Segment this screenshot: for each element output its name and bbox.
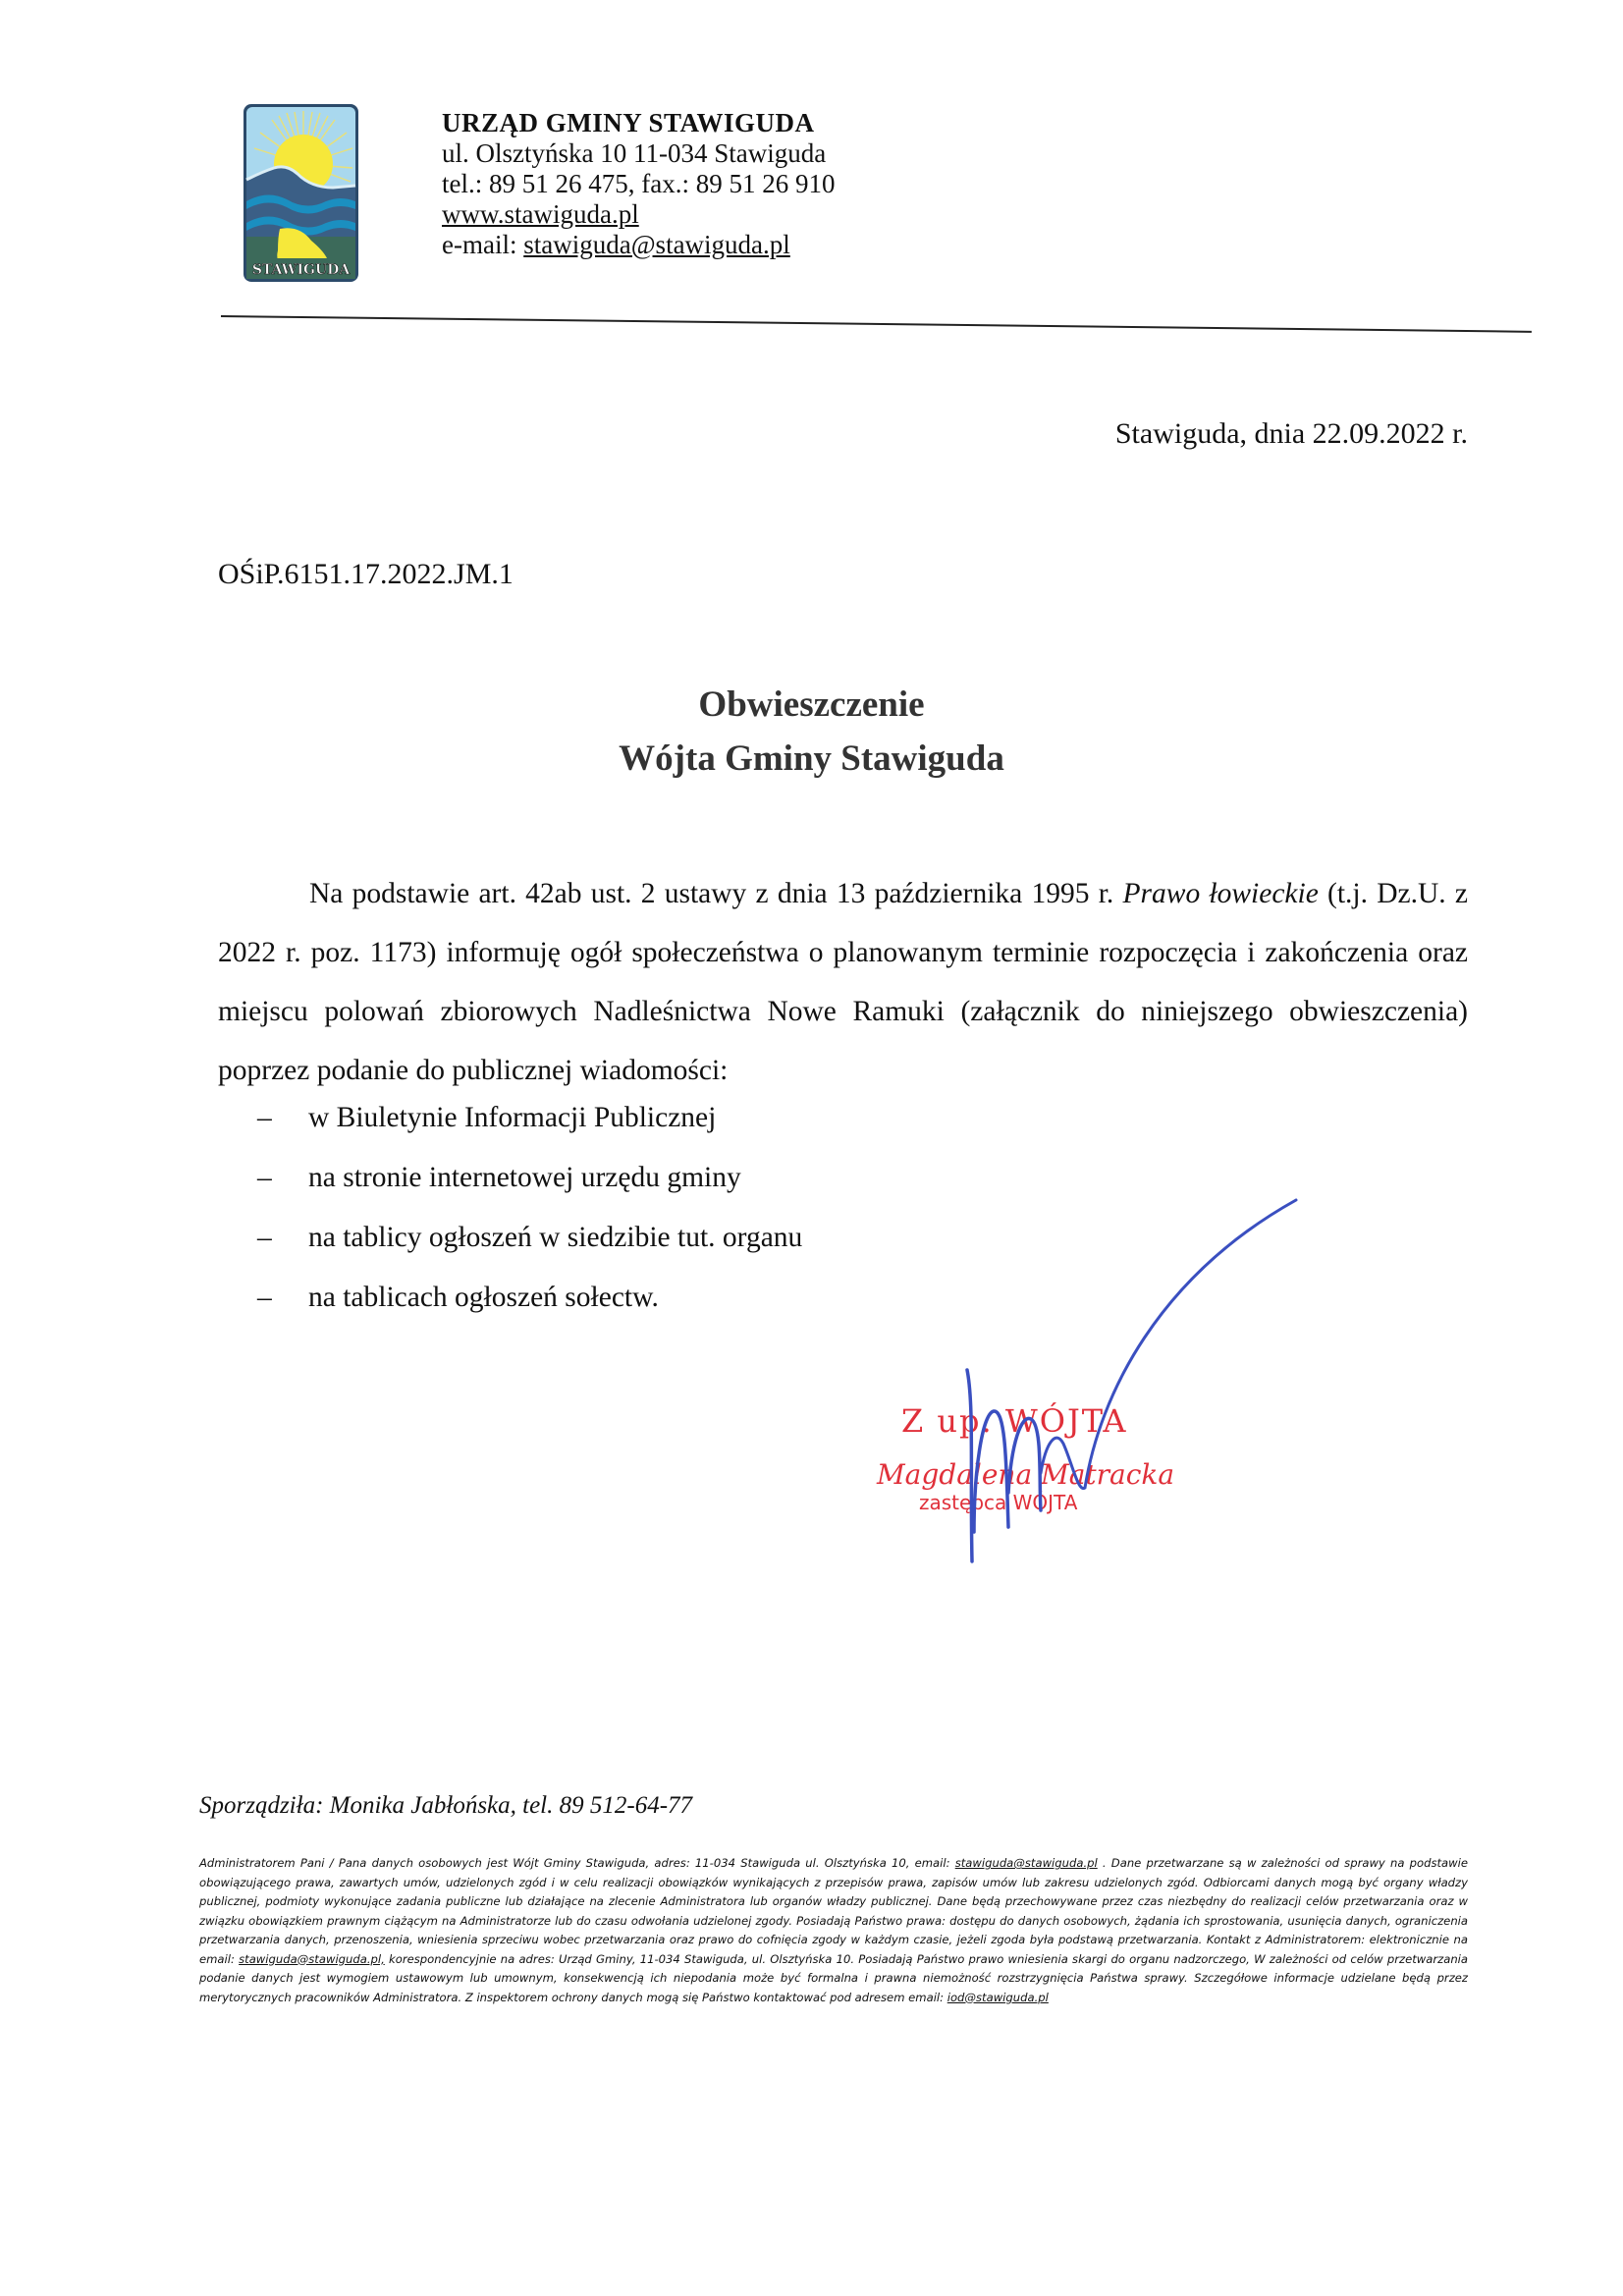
body-text-1: Na podstawie art. 42ab ust. 2 ustawy z dnia 13 października 1995 r. [309,878,1123,909]
privacy-email-link[interactable]: stawiguda@stawiguda.pl [954,1856,1098,1870]
privacy-text-1: Administratorem Pani / Pana danych osobowych jest Wójt Gminy Stawiguda, adres: 11-034 Stawiguda ul. Olsztyńska 10, email: [199,1856,955,1870]
dpo-email-link[interactable]: iod@stawiguda.pl [947,1990,1049,2004]
email-line [442,230,835,260]
dash-bullet: – [257,1222,272,1253]
stamp-signatory-name: Magdalena Matracka [877,1458,1175,1491]
body-paragraph [218,864,1468,1100]
list-item [257,1208,802,1268]
privacy-text-3: korespondencyjnie na adres: Urząd Gminy, 11-034 Stawiguda, ul. Olsztyńska 10. Posiadają Państwo prawo wniesienia skargi do organu nadzorczego, W zależności od celów przetwarzania podanie danych jest wymogiem ustawowym lub umownym, konsekwencją ich niepodania może być formalna i prawna niemożność rozstrzygnięcia Państwa sprawy. Szczegółowe informacje udzielane będą przez merytorycznych pracowników Administratora. Z inspektorem ochrony danych mogą się Państwo kontaktować pod adresem email: [199,1951,1468,2004]
email-label: e-mail: [442,230,524,259]
list-item [257,1088,802,1148]
dash-bullet: – [257,1162,272,1193]
list-item-text: na stronie internetowej urzędu gminy [308,1162,741,1193]
stawiguda-coat-of-arms-logo [243,103,359,283]
title-line-1: Obwieszczenie [698,684,925,725]
org-phone-fax: tel.: 89 51 26 475, fax.: 89 51 26 910 [442,169,836,198]
letterhead [442,108,835,260]
org-name: URZĄD GMINY STAWIGUDA [442,108,815,137]
list-item-text: na tablicy ogłoszeń w siedzibie tut. organu [308,1222,803,1253]
dash-bullet: – [257,1282,272,1313]
website-link[interactable]: www.stawiguda.pl [442,199,639,229]
list-item [257,1148,802,1208]
stamp-authorization: Z up. WÓJTA [901,1402,1128,1440]
list-item [257,1268,802,1328]
place-and-date: Stawiguda, dnia 22.09.2022 r. [1114,417,1468,450]
stamp-signatory-role: zastępca WÓJTA [919,1491,1078,1514]
prepared-by: Sporządziła: Monika Jabłońska, tel. 89 512-64-77 [199,1792,693,1819]
privacy-contact-email-link[interactable]: stawiguda@stawiguda.pl, [239,1951,385,1966]
list-item-text: na tablicach ogłoszeń sołectw. [308,1282,659,1313]
gdpr-privacy-notice [199,1854,1468,2007]
org-address: ul. Olsztyńska 10 11-034 Stawiguda [442,138,827,168]
logo-text: STAWIGUDA [251,262,351,278]
dash-bullet: – [257,1102,272,1133]
body-text-2: (t.j. Dz.U. z 2022 r. poz. 1173) informuję ogół społeczeństwa o planowanym terminie rozpoczęcia i zakończenia oraz miejscu polowań zbiorowych Nadleśnictwa Nowe Ramuki (załącznik do niniejszego obwieszczenia) poprzez podanie do publicznej wiadomości: [218,878,1468,1086]
reference-number: OŚiP.6151.17.2022.JM.1 [218,558,514,590]
privacy-text-2: . Dane przetwarzane są w zależności od sprawy na podstawie obowiązującego prawa, zawartych umów, udzielonych zgód i w celu realizacji obowiązków wynikających z przepisów prawa, zapisów umów lub zakresu udzielonych zgód. Odbiorcami danych mogą być organy władzy publicznej, podmioty wykonujące zadania publiczne lub działające na zlecenie Administratora lub organów władzy publicznej. Dane będą przechowywane przez czas niezbędny do realizacji celów przetwarzania oraz w związku obowiązkiem prawnym ciążącym na Administratorze lub do czasu odwołania udzielonej zgody. Posiadają Państwo prawa: dostępu do danych osobowych, żądania ich sprostowania, usunięcia danych, ograniczenia przetwarzania danych, przenoszenia, wniesienia sprzeciwu wobec przetwarzania oraz prawo do cofnięcia zgody w każdym czasie, jeżeli zgoda była podstawą przetwarzania. Kontakt z Administratorem: elektronicznie na email: [199,1856,1468,1966]
publication-channels-list [257,1088,802,1328]
header-divider [221,315,1532,333]
list-item-text: w Biuletynie Informacji Publicznej [308,1102,717,1133]
email-link[interactable]: stawiguda@stawiguda.pl [523,230,790,259]
document-title [0,678,1623,786]
title-line-2: Wójta Gminy Stawiguda [619,738,1004,779]
act-title: Prawo łowieckie [1122,878,1319,909]
